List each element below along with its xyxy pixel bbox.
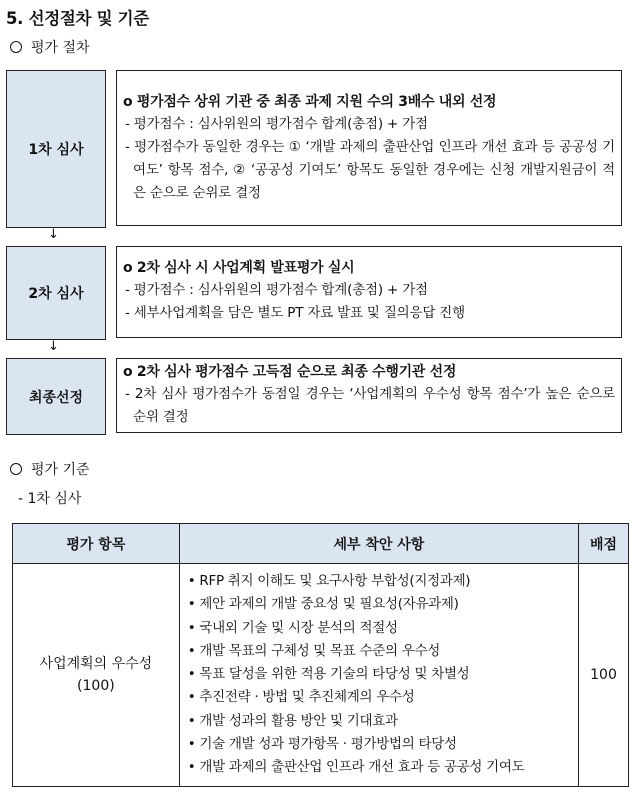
stage-1-line-1: - 평가점수 : 심사위원의 평가점수 합계(총점) + 가점 bbox=[125, 116, 428, 132]
score-cell: 100 bbox=[579, 564, 629, 787]
circle-bullet-icon bbox=[10, 463, 22, 475]
stage-3-line-1: - 2차 심사 평가점수가 동점일 경우는 ‘사업계획의 우수성 항목 점수’가 높은 순으로 순위 결정 bbox=[125, 386, 615, 425]
evaluation-table bbox=[12, 523, 629, 787]
detail-line: • RFP 취지 이해도 및 요구사항 부합성(지정과제) bbox=[187, 573, 471, 589]
header-detail: 세부 착안 사항 bbox=[179, 524, 578, 564]
stage-2-label bbox=[6, 246, 106, 340]
stage-1-line-2: - 평가점수가 동일한 경우는 ① ‘개발 과제의 출판산업 인프라 개선 효과 등 공공성 기여도’ 항목 점수, ② ‘공공성 기여도’ 항목도 동일한 경우에는 신청 개발지원금이 적은 순으로 순위로 결정 bbox=[125, 139, 615, 201]
criteria-subheading: - 1차 심사 bbox=[18, 491, 82, 507]
down-arrow-icon: ↓ bbox=[48, 227, 59, 242]
table-row bbox=[13, 564, 629, 787]
table-header-row bbox=[13, 524, 629, 564]
stage-3-label bbox=[6, 358, 106, 435]
stage-1-label bbox=[6, 70, 106, 228]
detail-line: • 개발 과제의 출판산업 인프라 개선 효과 등 공공성 기여도 bbox=[187, 759, 525, 776]
detail-line: • 개발 성과의 활용 방안 및 기대효과 bbox=[187, 712, 398, 729]
section-title: 5. 선정절차 및 기준 bbox=[6, 9, 149, 28]
header-score: 배점 bbox=[579, 524, 629, 564]
stage-2-label-text: 2차 심사 bbox=[28, 286, 84, 302]
down-arrow-icon: ↓ bbox=[48, 339, 59, 354]
stage-2-line-2: - 세부사업계획을 담은 별도 PT 자료 발표 및 질의응답 진행 bbox=[125, 305, 465, 321]
detail-line: • 국내외 기술 및 시장 분석의 적절성 bbox=[187, 619, 398, 636]
stage-1-label-text: 1차 심사 bbox=[28, 142, 84, 158]
stage-3-label-text: 최종선정 bbox=[28, 389, 84, 406]
stage-2-line-1: - 평가점수 : 심사위원의 평가점수 합계(총점) + 가점 bbox=[125, 282, 428, 298]
circle-bullet-icon bbox=[10, 41, 22, 53]
detail-cell bbox=[179, 564, 578, 787]
stage-3-title: o 2차 심사 평가점수 고득점 순으로 최종 수행기관 선정 bbox=[123, 364, 457, 380]
detail-line: • 목표 달성을 위한 적용 기술의 타당성 및 차별성 bbox=[187, 666, 470, 683]
criteria-heading bbox=[10, 459, 90, 479]
stage-1-title: o 평가점수 상위 기관 중 최종 과제 지원 수의 3배수 내외 선정 bbox=[123, 94, 497, 110]
procedure-heading-text: 평가 절차 bbox=[31, 40, 90, 56]
item-name: 사업계획의 우수성 bbox=[39, 655, 153, 672]
header-item: 평가 항목 bbox=[13, 524, 180, 564]
stage-2-title: o 2차 심사 시 사업계획 발표평가 실시 bbox=[123, 260, 355, 276]
stage-3-description bbox=[116, 358, 622, 433]
item-points: (100) bbox=[77, 677, 115, 694]
procedure-heading bbox=[10, 37, 90, 57]
criteria-heading-text: 평가 기준 bbox=[31, 462, 90, 478]
stage-1-description bbox=[116, 70, 622, 226]
detail-line: • 제안 과제의 개발 중요성 및 필요성(자유과제) bbox=[187, 596, 459, 613]
stage-2-description bbox=[116, 246, 622, 338]
detail-line: • 추진전략 · 방법 및 추진체계의 우수성 bbox=[187, 689, 415, 706]
detail-line: • 개발 목표의 구체성 및 목표 수준의 우수성 bbox=[187, 642, 440, 659]
detail-line: • 기술 개발 성과 평가항목 · 평가방법의 타당성 bbox=[187, 736, 457, 753]
item-cell bbox=[13, 564, 180, 787]
